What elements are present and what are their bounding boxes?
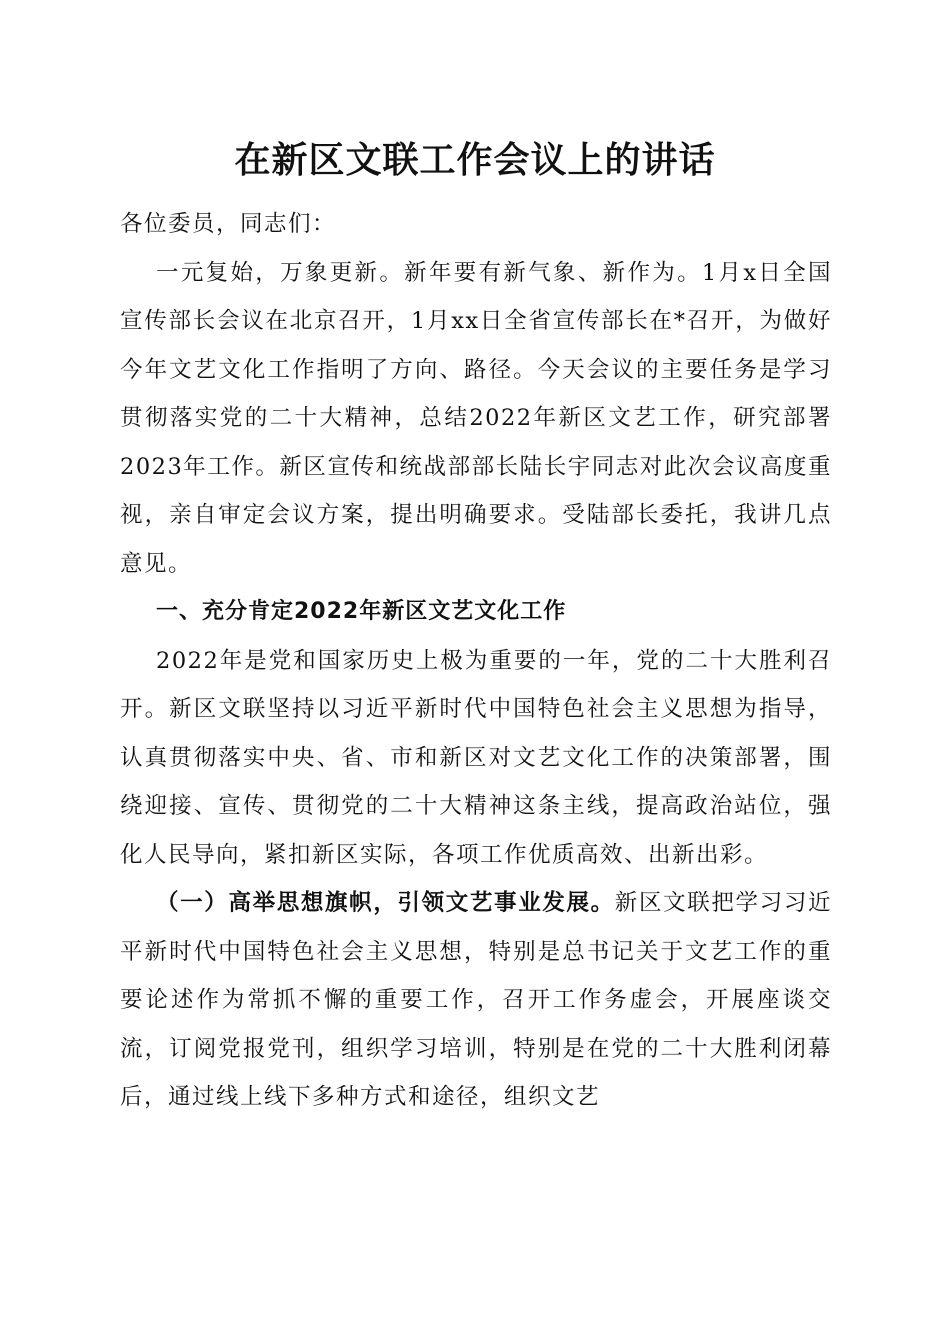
section-paragraph: 2022年是党和国家历史上极为重要的一年，党的二十大胜利召开。新区文联坚持以习近平新时代中国特色社会主义思想为指导，认真贯彻落实中央、省、市和新区对文艺文化工作的决策部署，围绕迎接、宣传、贯彻党的二十大精神这条主线，提高政治站位，强化人民导向，紧扣新区实际，各项工作优质高效、出新出彩。 [120, 647, 832, 868]
subsection-lead: （一）高举思想旗帜，引领文艺事业发展。 [156, 890, 615, 916]
section-heading: 一、充分肯定2022年新区文艺文化工作 [156, 599, 567, 624]
page-title: 在新区文联工作会议上的讲话 [234, 139, 716, 181]
document-body [120, 200, 832, 1122]
subsection-body: 新区文联把学习习近平新时代中国特色社会主义思想，特别是总书记关于文艺工作的重要论述作为常抓不懈的重要工作，召开工作务虚会，开展座谈交流，订阅党报党刊，组织学习培训，特别是在党的二十大胜利闭幕后，通过线上线下多种方式和途径，组织文艺 [120, 890, 832, 1110]
subsection-paragraph [120, 879, 832, 1122]
intro-paragraph: 一元复始，万象更新。新年要有新气象、新作为。1月x日全国宣传部长会议在北京召开，1月xx日全省宣传部长在*召开，为做好今年文艺文化工作指明了方向、路径。今天会议的主要任务是学习贯彻落实党的二十大精神，总结2022年新区文艺工作，研究部署2023年工作。新区宣传和统战部部长陆长宇同志对此次会议高度重视，亲自审定会议方案，提出明确要求。受陆部长委托，我讲几点意见。 [120, 259, 832, 577]
salutation: 各位委员，同志们： [120, 211, 337, 237]
